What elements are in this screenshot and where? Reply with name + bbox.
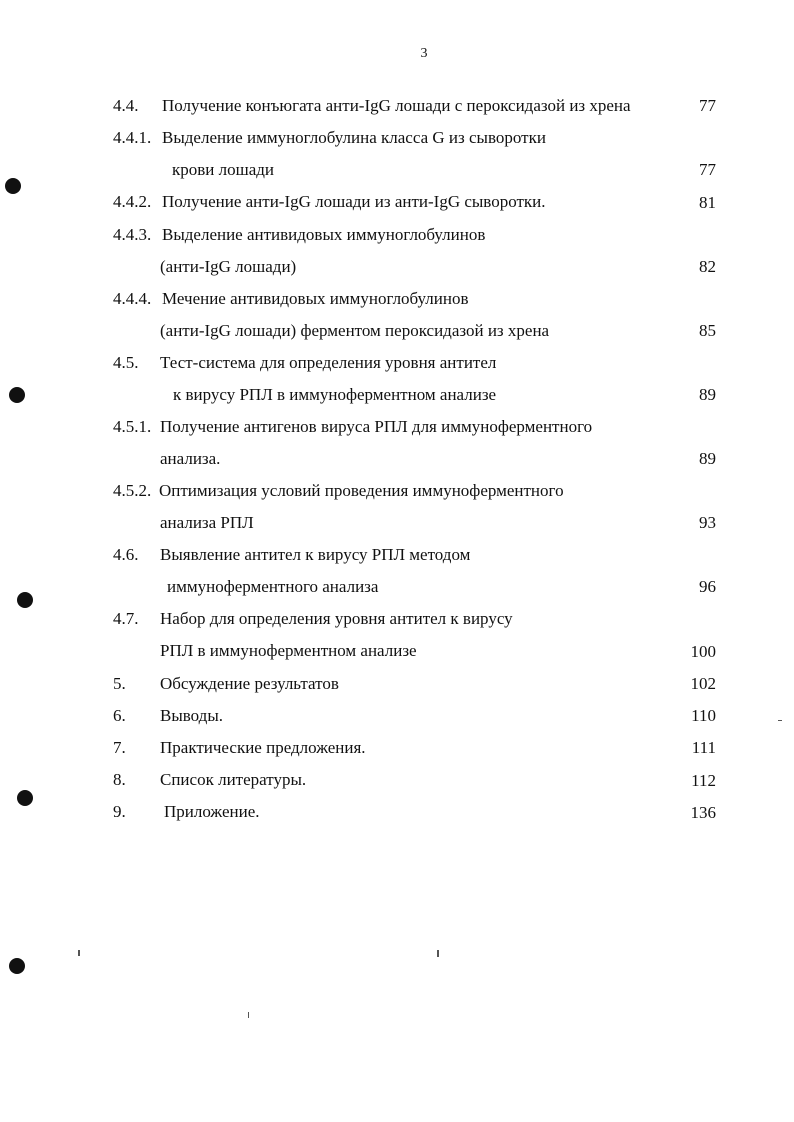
toc-entry-number: 6. [113,706,126,725]
toc-entry-title-cont: к вирусу РПЛ в иммуноферментном анализе [173,385,497,404]
toc-entry-page: 100 [690,642,716,661]
toc-entry-title: Выделение иммуноглобулина класса G из сыворотки [162,128,546,147]
toc-entry-title: Получение антигенов вируса РПЛ для иммуноферментного [160,417,593,436]
toc-entry-title: Приложение. [164,802,260,821]
toc-entry-title-cont: иммуноферментного анализа [167,577,379,596]
toc-entry-title: Тест-система для определения уровня антител [160,353,497,372]
toc-entry-title: Получение конъюгата анти-IgG лошади с пероксидазой из хрена [162,96,631,115]
toc-entry-page: 82 [699,257,716,276]
toc-entry-number: 4.4.3. [113,225,152,244]
toc-entry-title: Обсуждение результатов [160,674,339,693]
toc-entry-title-cont: (анти-IgG лошади) [160,257,297,276]
toc-entry-number: 5. [113,674,126,693]
toc-entry-number: 4.4.2. [113,192,152,211]
toc-entry-number: 7. [113,738,126,757]
toc-entry-page: 112 [691,771,716,790]
toc-entry-number: 4.5.1. [113,417,152,436]
toc-entry-page: 93 [699,513,716,532]
toc-entry-number: 4.4. [113,96,139,115]
toc-entry-number: 4.5. [113,353,139,372]
toc-entry-number: 4.7. [113,609,139,628]
toc-entry-page: 111 [691,738,716,757]
toc-entry-page: 110 [691,706,716,725]
toc-entry-title: Получение анти-IgG лошади из анти-IgG сыворотки. [162,192,546,211]
toc-entry-page: 96 [699,577,716,596]
toc-entry-title-cont: крови лошади [172,160,274,179]
toc-entry-page: 77 [699,160,716,179]
toc-entry-number: 8. [113,770,126,789]
toc-entry-title: Набор для определения уровня антител к вирусу [160,609,513,628]
toc-entry-number: 4.5.2. [113,481,152,500]
toc-entry-page: 85 [699,321,716,340]
toc-entry-page: 81 [699,193,716,212]
toc-entry-number: 9. [113,802,126,821]
toc-entry-page: 136 [690,803,716,822]
toc-entry-title-cont: анализа РПЛ [160,513,254,532]
toc-entry-number: 4.6. [113,545,139,564]
toc-entry-title-cont: анализа. [160,449,221,468]
toc-entry-page: 102 [690,674,716,693]
toc-entry-number: 4.4.4. [113,289,152,308]
toc-entry-title: Практические предложения. [160,738,366,757]
toc-entry-page: 89 [699,385,716,404]
toc-entry-title: Выделение антивидовых иммуноглобулинов [162,225,486,244]
toc-entry-page: 77 [699,96,716,115]
toc-entry-page: 89 [699,449,716,468]
toc-entry-title: Выводы. [160,706,224,725]
page-number: 3 [420,46,428,61]
toc-entry-title-cont: (анти-IgG лошади) ферментом пероксидазой из хрена [160,321,550,340]
toc-entry-number: 4.4.1. [113,128,152,147]
toc-entry-title: Мечение антивидовых иммуноглобулинов [162,289,469,308]
toc-entry-title: Список литературы. [160,770,307,789]
toc-entry-title-cont: РПЛ в иммуноферментном анализе [160,641,417,660]
toc-entry-title: Оптимизация условий проведения иммуноферментного [159,481,564,500]
toc-entry-title: Выявление антител к вирусу РПЛ методом [160,545,471,564]
